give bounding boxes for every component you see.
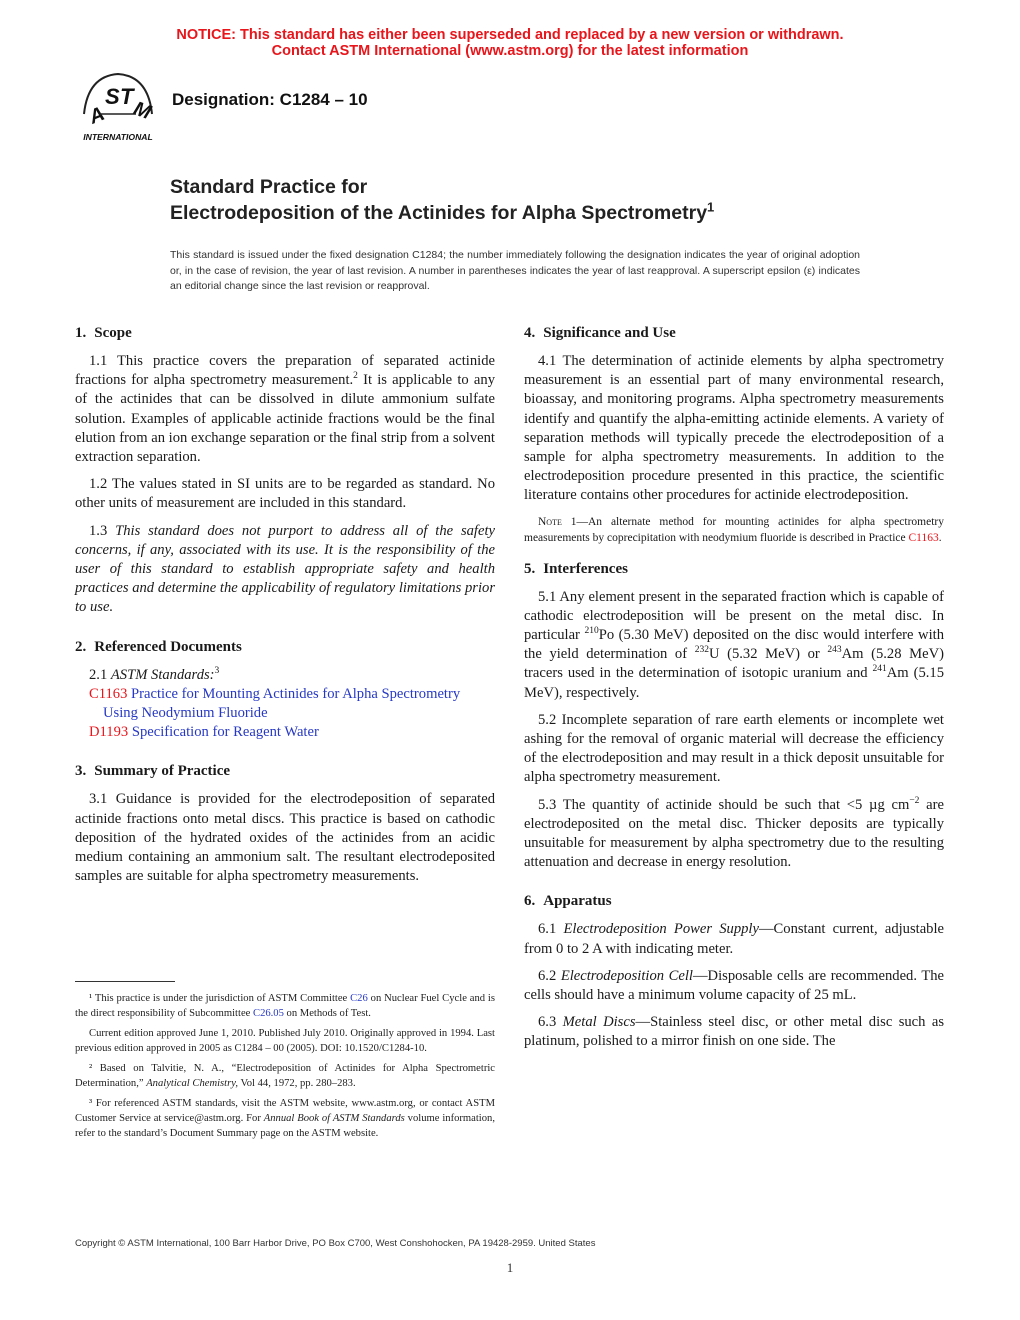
link-c26-05[interactable]: C26.05	[253, 1008, 284, 1019]
paragraph-1-3: 1.3 This standard does not purport to address all of the safety concerns, if any, associated with its use. It is the responsibility of the user of this standard to establish appropriate safety and health practices and determine the applicability of regulatory limitations prior to use.	[75, 522, 495, 616]
title-line-2: Electrodeposition of the Actinides for Alpha Spectrometry$^1$	[170, 199, 715, 224]
section-6-heading: 6. Apparatus	[524, 893, 612, 910]
page-number: 1	[506, 1260, 514, 1275]
astm-logo	[76, 70, 160, 144]
notice-line-1: NOTICE: This standard has either been superseded and replaced by a new version or withdrawn.	[176, 27, 844, 43]
paragraph-3-1: 3.1 Guidance is provided for the electrodeposition of separated actinide fractions onto metal discs. This practice is based on cathodic deposition of the hydrated oxides of the actinides from an acidic medium containing an ammonium salt. The resultant electrodeposited samples are suitable for alpha spectrometry measurements.	[75, 791, 495, 885]
notice-line-2: Contact ASTM International (www.astm.org) for the latest information	[271, 43, 749, 59]
left-column	[75, 324, 495, 894]
paragraph-5-1: 5.1 Any element present in the separated fraction which is capable of cathodic electrodeposition will be present on the metal disc. In particular $^{210}$Po (5.30 MeV) deposited on the disc would interfere with the yield determination of $^{232}$U (5.32 MeV) or $^{243}$Am (5.28 MeV) tracers used in the determination of isotopic uranium and $^{241}$Am (5.15 MeV), respectively.	[524, 588, 945, 701]
designation: Designation: C1284 – 10	[172, 90, 368, 109]
document-title	[170, 174, 714, 226]
title-footnote-ref: 1	[707, 199, 715, 215]
paragraph-5-2: 5.2 Incomplete separation of rare earth elements or incomplete wet ashing for the removal of organic material will decrease the efficiency of the electrodeposition and may result in a thick deposit unsuitable for alpha spectrometry measurement.	[524, 711, 944, 786]
footnote-1-edition: Current edition approved June 1, 2010. Published July 2010. Originally approved in 1994. Last previous edition approved in 2005 as C1284 – 00 (2005). DOI: 10.1520/C1284-10.	[75, 1028, 495, 1054]
section-4-heading: 4. Significance and Use	[524, 325, 676, 341]
svg-text:A: A	[86, 102, 108, 129]
paragraph-5-3: 5.3 The quantity of actinide should be such that <5 µg $cm^{-2}$ are electrodeposited on the metal disc. Thicker deposits are typically unsuitable for measurement by alpha spectrometry due to the resulting attenuation and decrease in energy resolution.	[524, 795, 944, 871]
section-5-heading: 5. Interferences	[524, 560, 628, 577]
section-3-heading: 3. Summary of Practice	[75, 763, 231, 780]
section-2-heading: 2. Referenced Documents	[75, 638, 242, 655]
reference-c1163[interactable]	[75, 685, 495, 723]
link-c26[interactable]: C26	[350, 993, 368, 1004]
note-ref-c1163[interactable]: C1163	[908, 531, 939, 544]
svg-text:T: T	[120, 84, 134, 109]
title-line-1: Standard Practice for	[170, 176, 368, 198]
paragraph-2-1: 2.1 ASTM Standards:$^3$	[89, 665, 220, 683]
logo-international-text: INTERNATIONAL	[83, 132, 153, 142]
svg-text:M: M	[130, 97, 154, 124]
ref-d1193-code[interactable]: D1193	[89, 724, 129, 741]
paragraph-4-1: 4.1 The determination of actinide elements by alpha spectrometry measurement is an essential part of many environmental research, bioassay, and monitoring programs. Alpha spectrometry measurements identify and quantify the alpha-emitting actinide elements. A variety of separation methods will typically precede the electrodeposition of a sample for alpha spectrometry measurements. In addition to the electrodeposition procedure presented in this practice, the scientific literature contains other procedures for actinide electrodeposition.	[524, 353, 944, 504]
ref-d1193-title[interactable]: Specification for Reagent Water	[128, 724, 319, 741]
paragraph-6-1: 6.1 Electrodeposition Power Supply—Constant current, adjustable from 0 to 2 A with indicating meter.	[524, 921, 945, 957]
issuance-statement: This standard is issued under the fixed designation C1284; the number immediately following the designation indicates the year of original adoption or, in the case of revision, the year of last revision. A number in parentheses indicates the year of last reapproval. A superscript epsilon (ε) indicates an editorial change since the last revision or reapproval.	[170, 249, 860, 292]
svg-text:S: S	[105, 84, 120, 109]
footnote-3: ³ For referenced ASTM standards, visit the ASTM website, www.astm.org, or contact ASTM Customer Service at service@astm.org. For Annual Book of ASTM Standards volume information, refer to the standard’s Document Summary page on the ASTM website.	[75, 1098, 495, 1139]
section-1-heading: 1. Scope	[75, 325, 132, 341]
paragraph-1-2: 1.2 The values stated in SI units are to be regarded as standard. No other units of measurement are included in this standard.	[75, 476, 495, 512]
ref-c1163-code[interactable]: C1163	[89, 685, 128, 702]
right-column	[524, 324, 944, 1060]
reference-d1193[interactable]	[75, 723, 495, 742]
paragraph-6-2: 6.2 Electrodeposition Cell—Disposable cells are recommended. The cells should have a minimum volume capacity of 25 mL.	[524, 967, 945, 1004]
note-1: Note 1—An alternate method for mounting actinides for alpha spectrometry measurements by coprecipitation with neodymium fluoride is described in Practice C1163.	[524, 515, 944, 544]
footnote-2: ² Based on Talvitie, N. A., “Electrodeposition of Actinides for Alpha Spectrometric Determination,” Analytical Chemistry, Vol 44, 1972, pp. 280–283.	[75, 1063, 495, 1089]
footnote-divider	[75, 981, 175, 982]
footnote-1: ¹ This practice is under the jurisdiction of ASTM Committee C26 on Nuclear Fuel Cycle and is the direct responsibility of Subcommittee C26.05 on Methods of Test.	[75, 993, 495, 1019]
copyright-line: Copyright © ASTM International, 100 Barr Harbor Drive, PO Box C700, West Conshohocken, PA 19428-2959. United States	[75, 1238, 596, 1249]
withdrawal-notice	[0, 27, 1020, 59]
footnotes	[75, 991, 495, 1146]
paragraph-1-1: 1.1 This practice covers the preparation of separated actinide fractions for alpha spectrometry measurement.$^2$ It is applicable to any of the actinides that can be dissolved in dilute ammonium sulfate solution. Examples of applicable actinide fractions would be the final elution from an ion exchange separation or the final strip from a solvent extraction separation.	[75, 353, 495, 466]
paragraph-6-3: 6.3 Metal Discs—Stainless steel disc, or other metal disc such as platinum, polished to a mirror finish on one side. The	[524, 1014, 945, 1050]
ref-c1163-title[interactable]: Practice for Mounting Actinides for Alpha Spectrometry Using Neodymium Fluoride	[103, 685, 461, 722]
